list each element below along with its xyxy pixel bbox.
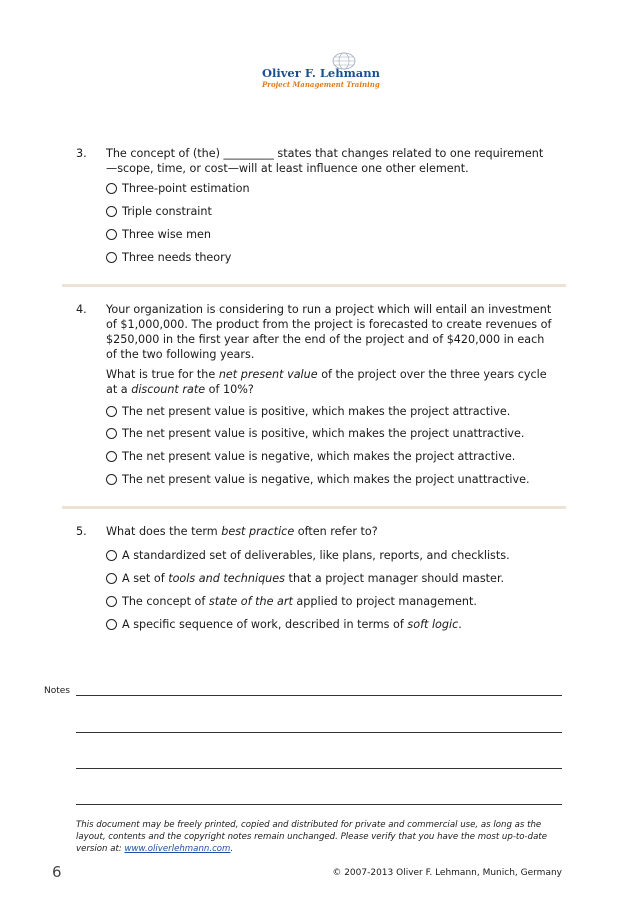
radio-circle-icon[interactable] (106, 573, 117, 584)
radio-circle-icon[interactable] (106, 474, 117, 485)
answer-option[interactable]: The net present value is negative, which makes the project unattractive. (106, 472, 638, 487)
disclaimer: This document may be freely printed, copied and distributed for private and commercial use, as long as the layout, contents and the copyright notes remain unchanged. Please verify that you have the most up-to-date version at: www.oliverlehmann.com. (76, 820, 548, 854)
logo-subtitle: Project Management Training (262, 80, 380, 89)
question-text-2: What is true for the net present value of the project over the three years cycle at a discount rate of 10%? (106, 368, 547, 396)
notes-line[interactable] (76, 768, 562, 769)
answer-option[interactable]: A specific sequence of work, described in terms of soft logic. (106, 617, 638, 632)
answer-option[interactable]: The net present value is positive, which makes the project unattractive. (106, 426, 638, 441)
answer-option[interactable]: The net present value is positive, which makes the project attractive. (106, 404, 638, 419)
radio-circle-icon[interactable] (106, 428, 117, 439)
answer-option[interactable]: Triple constraint (106, 204, 638, 219)
notes-line[interactable] (76, 732, 562, 733)
page-number: 6 (52, 863, 62, 881)
logo-name: Oliver F. Lehmann (262, 66, 380, 80)
website-link[interactable]: www.oliverlehmann.com (124, 844, 231, 854)
company-logo (250, 50, 380, 90)
answer-option[interactable]: Three needs theory (106, 250, 638, 265)
question-number: 4. (76, 303, 87, 316)
radio-circle-icon[interactable] (106, 451, 117, 462)
radio-circle-icon[interactable] (106, 252, 117, 263)
question-text: Your organization is considering to run a project which will entail an investment of $1,000,000. The product from the project is forecasted to create revenues of $250,000 in the first year after the end of the project and of $420,000 in each of the two following years. (106, 303, 552, 361)
radio-circle-icon[interactable] (106, 550, 117, 561)
radio-circle-icon[interactable] (106, 183, 117, 194)
answer-option[interactable]: Three-point estimation (106, 181, 638, 196)
question-text: The concept of (the) _________ states that changes related to one requirement—scope, time, or cost—will at least influence one other element. (106, 147, 544, 175)
section-divider (62, 506, 566, 509)
copyright-notice: © 2007-2013 Oliver F. Lehmann, Munich, Germany (332, 868, 562, 878)
notes-line[interactable] (76, 695, 562, 696)
question-text: What does the term best practice often refer to? (106, 525, 378, 538)
notes-line[interactable] (76, 804, 562, 805)
answer-option[interactable]: A standardized set of deliverables, like plans, reports, and checklists. (106, 548, 638, 563)
radio-circle-icon[interactable] (106, 406, 117, 417)
answer-option[interactable]: The concept of state of the art applied to project management. (106, 594, 638, 609)
question-number: 3. (76, 147, 87, 160)
radio-circle-icon[interactable] (106, 206, 117, 217)
radio-circle-icon[interactable] (106, 229, 117, 240)
section-divider (62, 284, 566, 287)
answer-option[interactable]: The net present value is negative, which makes the project attractive. (106, 449, 638, 464)
answer-option[interactable]: A set of tools and techniques that a project manager should master. (106, 571, 638, 586)
answer-option[interactable]: Three wise men (106, 227, 638, 242)
radio-circle-icon[interactable] (106, 596, 117, 607)
radio-circle-icon[interactable] (106, 619, 117, 630)
notes-label: Notes (44, 686, 70, 696)
question-number: 5. (76, 525, 87, 538)
